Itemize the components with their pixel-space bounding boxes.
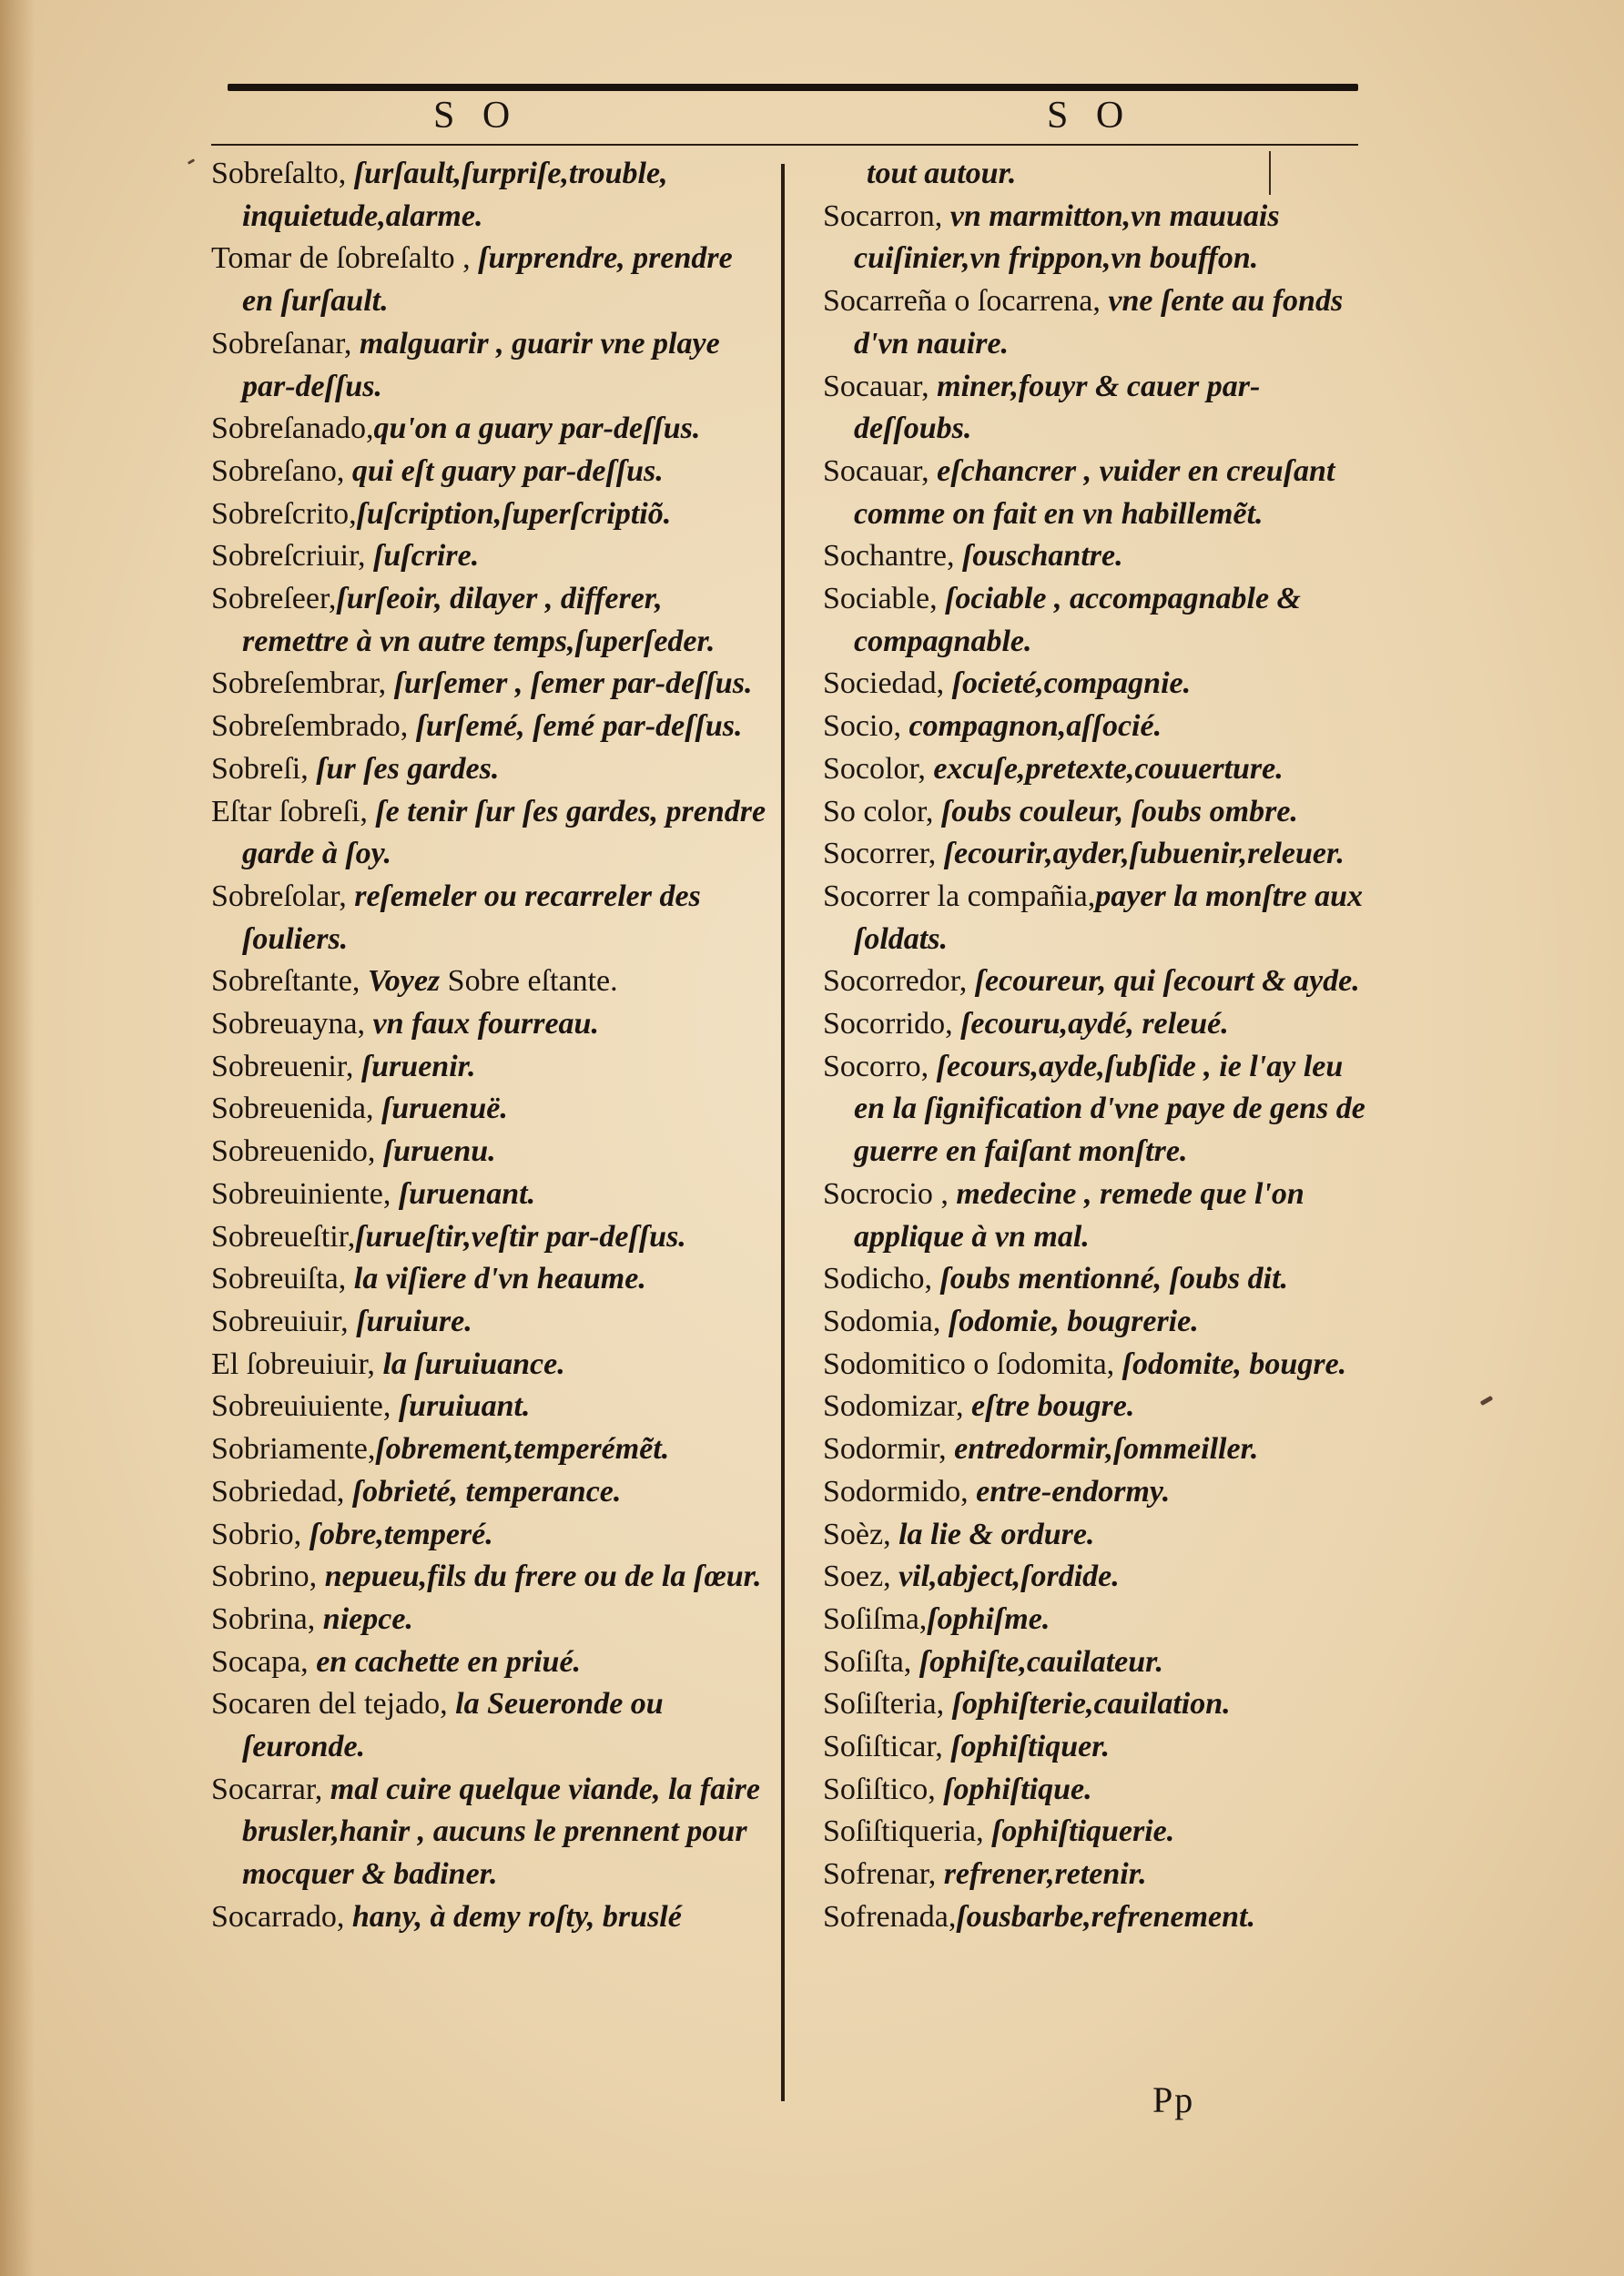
entry-headword: Sochantre, (823, 539, 962, 574)
entry-definition: ſophiſme. (927, 1601, 1051, 1636)
entry-headword: Sobriedad, (211, 1474, 352, 1509)
entry-definition: ſurprendre, prendre en ſurſault. (242, 241, 733, 319)
entry-headword: Sobreuayna, (211, 1007, 373, 1041)
entry-headword: Soez, (823, 1560, 899, 1594)
entry-headword: Sofrenada, (823, 1899, 957, 1934)
entry-headword: Sobreſcrito, (211, 496, 357, 531)
dictionary-entry (823, 451, 1369, 535)
entry-headword: Sobreueſtir, (211, 1219, 356, 1254)
dictionary-entry (211, 1428, 766, 1471)
entry-headword: Sobreſi, (211, 751, 317, 786)
entry-definition: compagnon,aſſocié. (908, 709, 1162, 744)
entry-headword: Sociedad, (823, 666, 952, 701)
header-top-rule (228, 84, 1358, 91)
entry-definition: ſobrieté, temperance. (351, 1474, 622, 1509)
entry-definition: ſecouru,aydé, releué. (960, 1007, 1229, 1041)
entry-headword: Tomar de ſobreſalto , (211, 241, 479, 276)
dictionary-entry (211, 1386, 766, 1428)
entry-headword: Eſtar ſobreſi, (211, 794, 376, 828)
dictionary-entry (823, 1599, 1369, 1641)
entry-headword: Sobrina, (211, 1601, 323, 1636)
entry-headword: Sobriamente, (211, 1432, 376, 1467)
entry-definition: ſoubs couleur, ſoubs ombre. (940, 794, 1298, 828)
entry-headword: Socapa, (211, 1644, 317, 1679)
entry-headword: Sobreſanar, (211, 326, 360, 361)
entry-headword: Sobreuenido, (211, 1134, 383, 1169)
entry-headword: Socarrar, (211, 1772, 330, 1806)
entry-definition: tout autour. (867, 157, 1017, 190)
entry-headword: Sodomitico o ſodomita, (823, 1346, 1122, 1381)
dictionary-entry (211, 1556, 766, 1599)
entry-headword: Socarrado, (211, 1899, 352, 1934)
entry-definition: ſecourir,ayder,ſubuenir,releuer. (943, 837, 1345, 871)
dictionary-entry (823, 876, 1369, 960)
entry-headword: Sobreuenida, (211, 1092, 381, 1126)
entry-definition: ſuruenir. (360, 1049, 476, 1083)
dictionary-entry (823, 153, 1369, 196)
entry-headword: Soſiſtico, (823, 1772, 944, 1806)
entry-definition: ſouschantre. (961, 539, 1123, 574)
entry-definition: niepce. (322, 1601, 413, 1636)
entry-headword: Sodicho, (823, 1262, 940, 1296)
right-column (823, 153, 1369, 1939)
dictionary-entry (211, 960, 766, 1003)
entry-definition: ſoubs mentionné, ſoubs dit. (939, 1262, 1289, 1296)
dictionary-entry (823, 1046, 1369, 1174)
entry-headword: Soſiſteria, (823, 1687, 952, 1722)
entry-definition: vne ſente au fonds d'vn nauire. (854, 284, 1344, 361)
dictionary-entry (823, 1428, 1369, 1471)
entry-headword: Socorrer la compañia, (823, 879, 1096, 913)
entry-headword: Socolor, (823, 751, 934, 786)
entry-headword: Socorrer, (823, 837, 944, 871)
entry-definition: ſophiſtiquerie. (991, 1814, 1175, 1849)
dictionary-entry (211, 1216, 766, 1259)
entry-headword: Soſiſma, (823, 1601, 928, 1636)
entry-headword: Socaren del tejado, (211, 1687, 456, 1722)
entry-headword: El ſobreuiuir, (211, 1346, 383, 1381)
dictionary-entry (823, 196, 1369, 280)
entry-definition: ſuſcription,ſuperſcriptiõ. (356, 496, 672, 531)
entry-headword: Socarreña o ſocarrena, (823, 284, 1109, 319)
entry-definition: en cachette en priué. (316, 1644, 582, 1679)
dictionary-entry (823, 1896, 1369, 1939)
entry-headword: Socauar, (823, 453, 938, 488)
dictionary-entry (211, 748, 766, 791)
entry-headword: Sobreuiuir, (211, 1304, 357, 1338)
entry-definition: excuſe,pretexte,couuerture. (933, 751, 1284, 786)
entry-definition: la viſiere d'vn heaume. (353, 1262, 646, 1296)
entry-headword: Sobreſtante, (211, 964, 368, 999)
dictionary-entry (823, 366, 1369, 451)
dictionary-entry (211, 1769, 766, 1896)
dictionary-entry (211, 408, 766, 451)
dictionary-entry (211, 1641, 766, 1684)
dictionary-entry (211, 238, 766, 322)
entry-definition: la Seueronde ou ſeuronde. (242, 1687, 664, 1764)
dictionary-entry (823, 535, 1369, 578)
entry-definition: ſuruenuë. (381, 1092, 508, 1126)
entry-headword: Socrocio , (823, 1176, 957, 1211)
dictionary-entry (211, 451, 766, 493)
dictionary-entry (823, 1556, 1369, 1599)
entry-definition: refrener,retenir. (943, 1857, 1147, 1892)
entry-headword: Sobrino, (211, 1560, 325, 1594)
entry-headword: Sobreuiſta, (211, 1262, 354, 1296)
entry-definition: entredormir,ſommeiller. (954, 1432, 1259, 1467)
dictionary-entry (823, 1386, 1369, 1428)
dictionary-entry (823, 578, 1369, 663)
entry-definition: ſophiſte,cauilateur. (919, 1644, 1164, 1679)
entry-headword: Sobreſembrado, (211, 709, 416, 744)
entry-definition: ſurſemé, ſemé par-deſſus. (415, 709, 743, 744)
dictionary-entry (823, 748, 1369, 791)
entry-headword: Sobreſcriuir, (211, 539, 374, 574)
entry-definition: ſur ſes gardes. (316, 751, 500, 786)
entry-definition: ſophiſterie,cauilation. (951, 1687, 1231, 1722)
entry-definition: payer la monſtre aux ſoldats. (854, 879, 1363, 956)
dictionary-entry (211, 535, 766, 578)
header-bottom-rule (211, 144, 1358, 146)
dictionary-entry (211, 323, 766, 408)
entry-headword: Soſiſta, (823, 1644, 919, 1679)
entry-definition: ſociable , accompagnable & compagnable. (854, 582, 1301, 658)
entry-definition: ſuruiuant. (398, 1389, 531, 1424)
entry-headword: Soſiſticar, (823, 1730, 951, 1764)
dictionary-entry (211, 578, 766, 663)
ink-speck (1480, 1396, 1494, 1406)
entry-definition: reſemeler ou recarreler des ſouliers. (242, 879, 701, 956)
dictionary-entry (211, 1599, 766, 1641)
running-head-left: S O (433, 95, 520, 137)
entry-definition: ſodomite, bougre. (1122, 1346, 1347, 1381)
entry-definition: malguarir , guarir vne playe par-deſſus. (242, 326, 720, 403)
entry-definition: qui eſt guary par-deſſus. (351, 453, 664, 488)
entry-definition: ſe tenir ſur ſes gardes, prendre garde à ſoy. (242, 794, 766, 871)
dictionary-entry (823, 706, 1369, 748)
entry-definition: qu'on a guary par-deſſus. (373, 412, 701, 446)
entry-headword: Soèz, (823, 1517, 899, 1551)
entry-headword: Sobreuenir, (211, 1049, 361, 1083)
dictionary-entry (823, 1683, 1369, 1726)
entry-definition: ſecours,ayde,ſubſide , ie l'ay leu en la ſignification d'vne paye de gens de guerre en faiſant monſtre. (854, 1049, 1365, 1169)
entry-definition: miner,fouyr & cauer par-deſſoubs. (854, 369, 1261, 446)
entry-headword: Socauar, (823, 369, 938, 403)
entry-definition: la ſuruiuance. (382, 1346, 565, 1381)
dictionary-entry (823, 1726, 1369, 1769)
entry-definition: ſuruiure. (356, 1304, 472, 1338)
entry-headword: Sobreſanado, (211, 412, 374, 446)
entry-definition: ſecoureur, qui ſecourt & ayde. (974, 964, 1360, 999)
entry-definition: mal cuire quelque viande, la faire brusler,hanir , aucuns le prennent pour mocquer & badiner. (242, 1772, 760, 1892)
entry-definition: ſurueſtir,veſtir par-deſſus. (355, 1219, 686, 1254)
dictionary-entry (823, 1344, 1369, 1387)
dictionary-entry (211, 1344, 766, 1387)
entry-cross-reference: Sobre eſtante. (440, 964, 618, 999)
dictionary-entry (823, 1514, 1369, 1557)
column-divider-rule (781, 164, 785, 2101)
dictionary-entry (823, 1301, 1369, 1344)
entry-headword: Sobreſembrar, (211, 666, 394, 701)
entry-definition: ſobre,temperé. (309, 1517, 493, 1551)
dictionary-entry (211, 1046, 766, 1089)
dictionary-entry (211, 1301, 766, 1344)
ink-speck (188, 158, 195, 165)
entry-definition: ſodomie, bougrerie. (948, 1304, 1199, 1338)
entry-headword: Socorrido, (823, 1007, 961, 1041)
dictionary-entry (211, 876, 766, 960)
running-head-right: S O (1047, 95, 1133, 137)
entry-headword: So color, (823, 794, 941, 828)
entry-definition: ſophiſtiquer. (950, 1730, 1111, 1764)
entry-headword: Sobreuiniente, (211, 1176, 399, 1211)
entry-definition: hany, à demy roſty, bruslé (351, 1899, 682, 1934)
entry-headword: Soſiſtiqueria, (823, 1814, 992, 1849)
entry-definition: medecine , remede que l'on applique à vn mal. (854, 1176, 1304, 1254)
dictionary-entry (211, 663, 766, 706)
entry-definition: la lie & ordure. (898, 1517, 1095, 1551)
page-gutter-shadow (0, 0, 35, 2276)
dictionary-entry (211, 1003, 766, 1046)
dictionary-entry (823, 1641, 1369, 1684)
entry-headword: Sodormir, (823, 1432, 955, 1467)
dictionary-entry (211, 1471, 766, 1514)
dictionary-entry (211, 1174, 766, 1216)
entry-definition: ſuruenu. (382, 1134, 496, 1169)
entry-definition: Voyez (367, 964, 441, 999)
entry-headword: Socorredor, (823, 964, 975, 999)
entry-definition: eſchancrer , vuider en creuſant comme on fait en vn habillemẽt. (854, 453, 1335, 531)
entry-headword: Socorro, (823, 1049, 937, 1083)
entry-headword: Sofrenar, (823, 1857, 944, 1892)
signature-mark: Pp (1152, 2079, 1195, 2120)
entry-headword: Sobreſolar, (211, 879, 355, 913)
dictionary-entry (823, 280, 1369, 365)
dictionary-entry (211, 1896, 766, 1939)
entry-headword: Sodomia, (823, 1304, 949, 1338)
entry-definition: ſobrement,temperémẽt. (375, 1432, 670, 1467)
dictionary-entry (211, 493, 766, 536)
entry-headword: Sobrio, (211, 1517, 310, 1551)
dictionary-entry (211, 791, 766, 876)
entry-definition: ſousbarbe,refrenement. (956, 1899, 1255, 1934)
entry-definition: vn marmitton,vn mauuais cuiſinier,vn frippon,vn bouffon. (854, 198, 1280, 276)
dictionary-entry (211, 1683, 766, 1768)
entry-headword: Socio, (823, 709, 909, 744)
dictionary-entry (823, 1769, 1369, 1812)
dictionary-entry (211, 1514, 766, 1557)
entry-headword: Sodormido, (823, 1474, 977, 1509)
entry-definition: ſurſeoir, dilayer , differer, remettre à vn autre temps,ſuperſeder. (242, 582, 716, 658)
entry-definition: ſocieté,compagnie. (951, 666, 1192, 701)
entry-headword: Socarron, (823, 198, 950, 233)
entry-definition: ſophiſtique. (943, 1772, 1092, 1806)
entry-headword: Sobreſano, (211, 453, 352, 488)
entry-headword: Sobreſeer, (211, 582, 337, 616)
dictionary-entry (823, 1811, 1369, 1854)
dictionary-entry (211, 706, 766, 748)
dictionary-entry (823, 833, 1369, 876)
entry-definition: ſuſcrire. (373, 539, 480, 574)
dictionary-entry (823, 1471, 1369, 1514)
entry-headword: Sobreſalto, (211, 157, 354, 190)
entry-definition: eſtre bougre. (970, 1389, 1135, 1424)
entry-definition: ſuruenant. (398, 1176, 536, 1211)
dictionary-entry (823, 663, 1369, 706)
left-column (211, 153, 766, 1939)
dictionary-entry (823, 1003, 1369, 1046)
entry-definition: nepueu,fils du frere ou de la ſœur. (324, 1560, 762, 1594)
entry-definition: entre-endormy. (976, 1474, 1171, 1509)
entry-definition: vn faux fourreau. (372, 1007, 599, 1041)
entry-headword: Sociable, (823, 582, 946, 616)
entry-definition: vil,abject,ſordide. (898, 1560, 1120, 1594)
dictionary-entry (211, 1088, 766, 1131)
dictionary-entry (823, 960, 1369, 1003)
dictionary-entry (211, 153, 766, 238)
entry-headword: Sobreuiuiente, (211, 1389, 399, 1424)
dictionary-entry (823, 791, 1369, 834)
entry-definition: ſurſault,ſurpriſe,trouble, inquietude,alarme. (242, 157, 668, 233)
dictionary-entry (823, 1854, 1369, 1896)
dictionary-entry (823, 1258, 1369, 1301)
entry-definition: ſurſemer , ſemer par-deſſus. (393, 666, 753, 701)
dictionary-entry (823, 1174, 1369, 1258)
entry-headword: Sodomizar, (823, 1389, 971, 1424)
dictionary-entry (211, 1258, 766, 1301)
dictionary-entry (211, 1131, 766, 1174)
